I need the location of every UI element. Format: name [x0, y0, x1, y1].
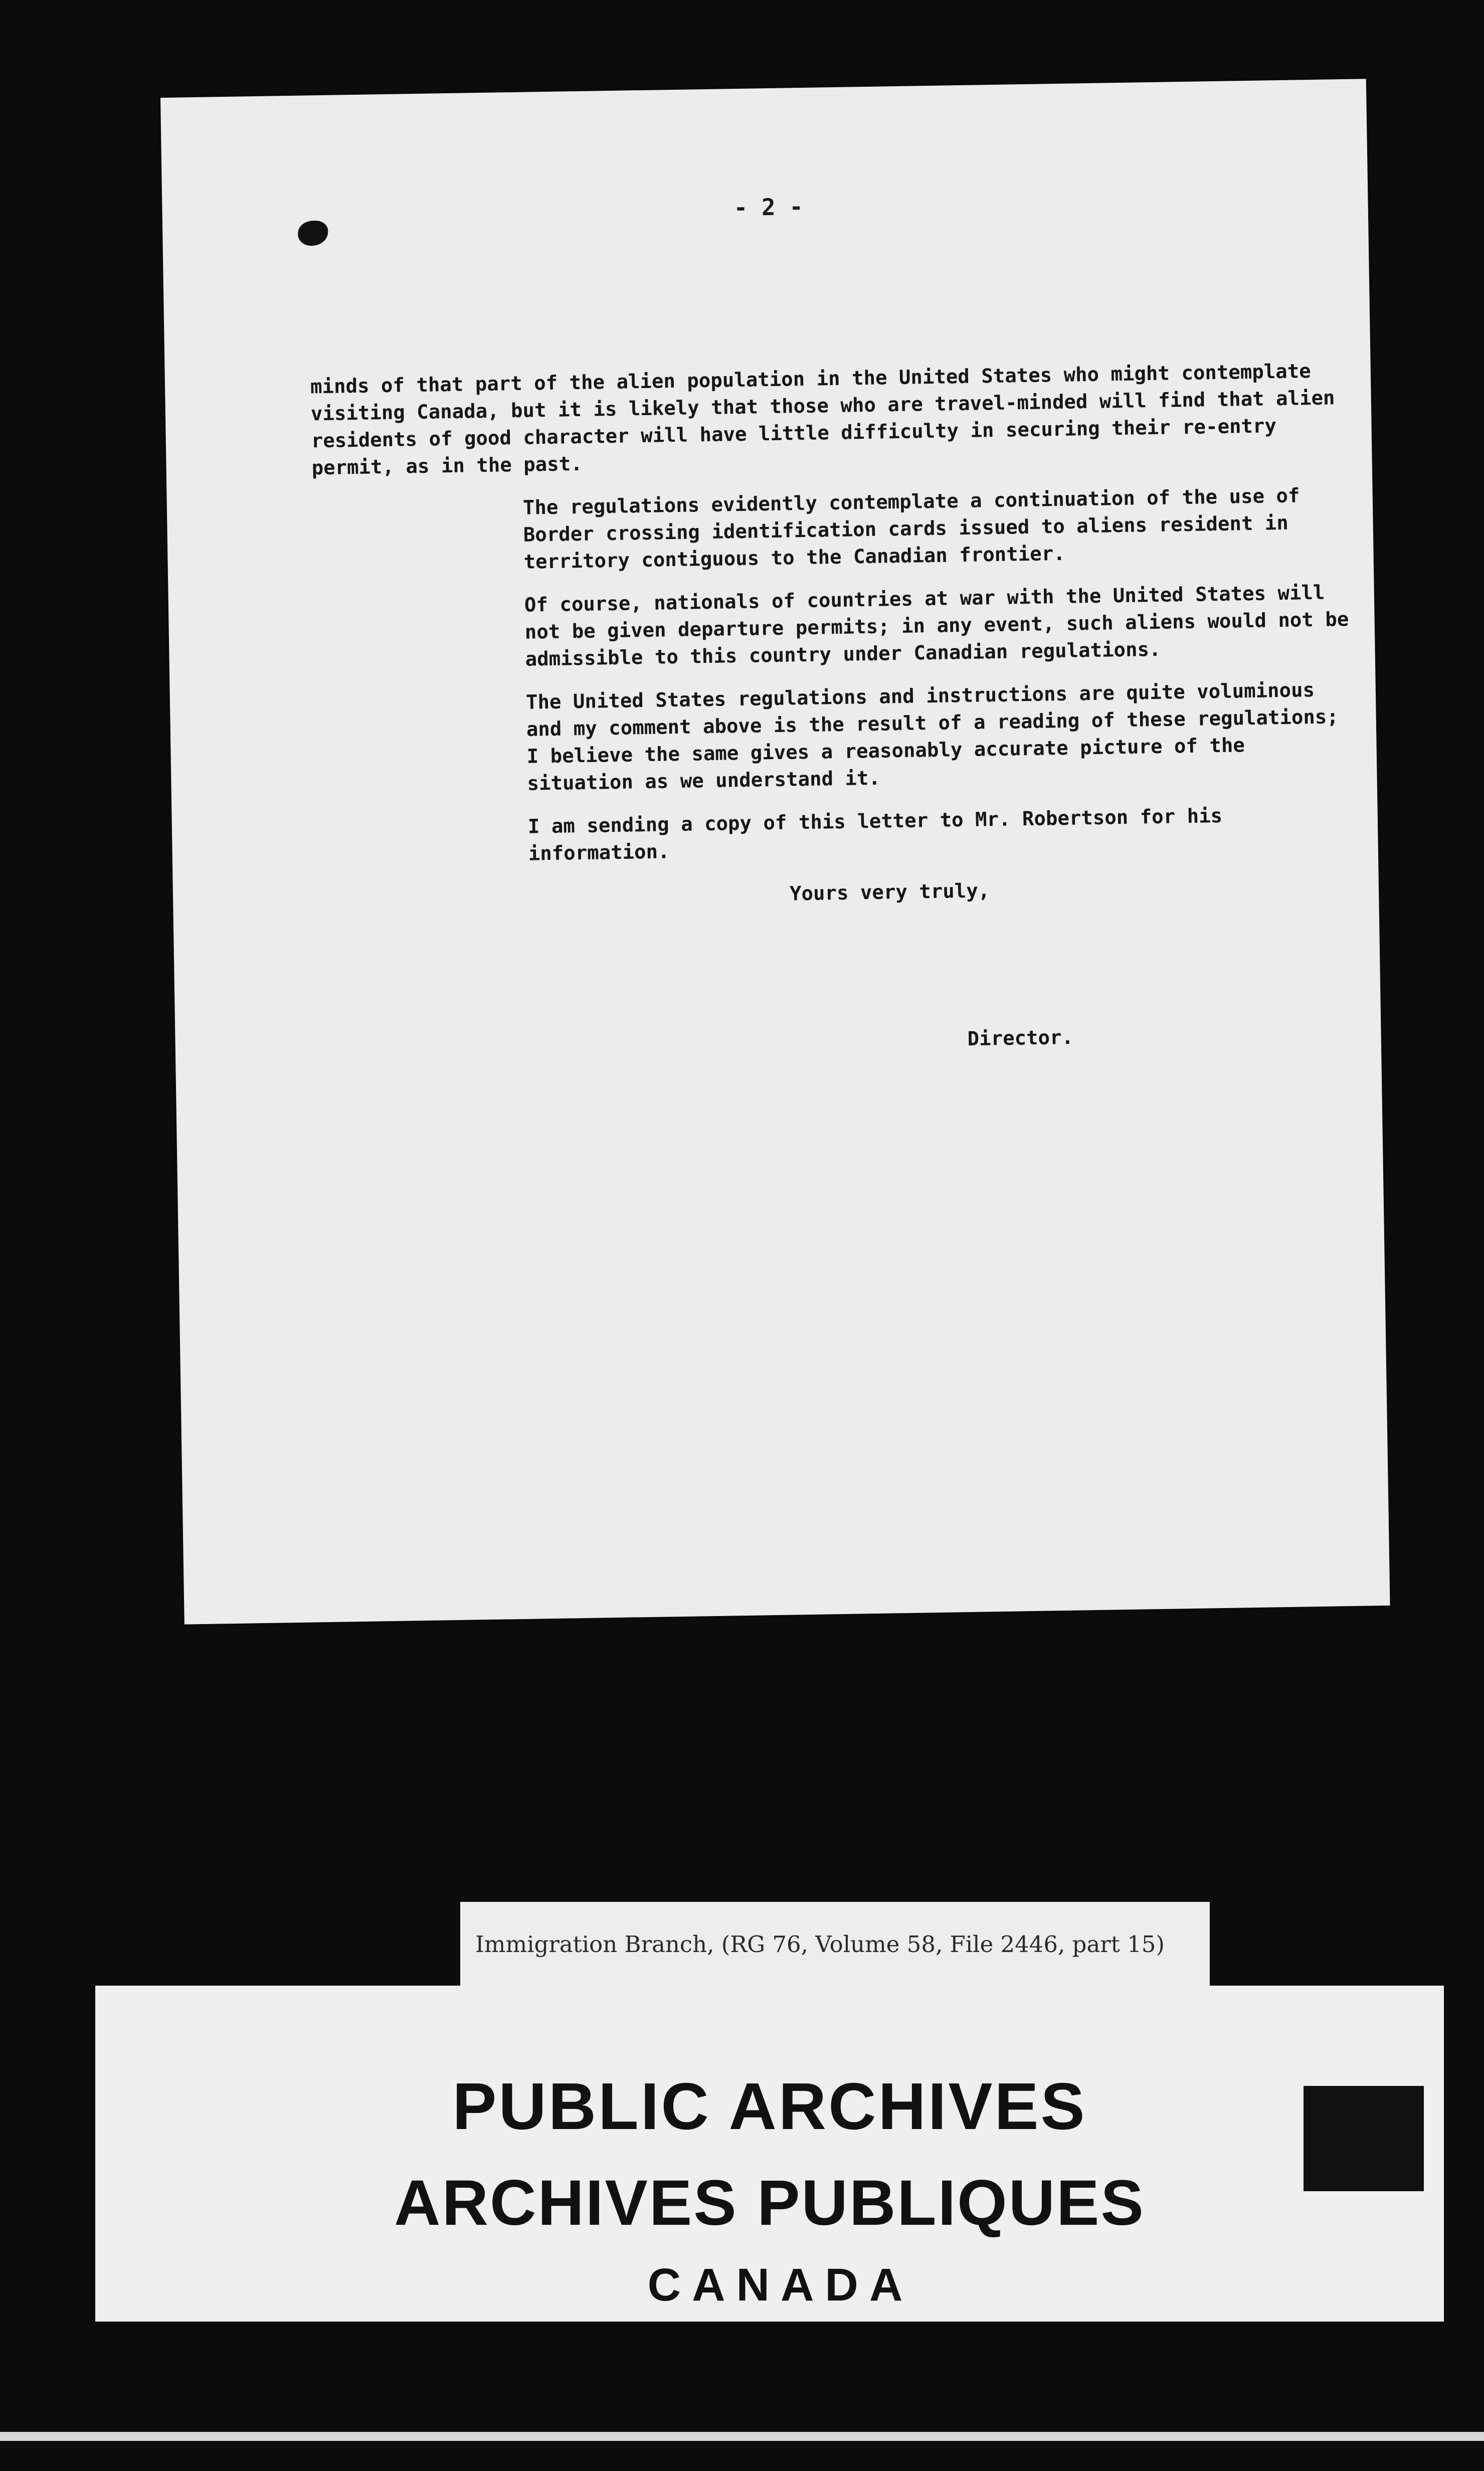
paragraph-2: The regulations evidently contemplate a continuation of the use of Border crossing identification cards issued to aliens resident in territory contiguous to the Canadian frontier. — [522, 484, 1300, 574]
letter-closing: Yours very truly, — [789, 879, 990, 906]
archive-stamp — [95, 1986, 1444, 2322]
letter-body — [310, 358, 1356, 887]
stamp-line-public-archives: PUBLIC ARCHIVES — [452, 2069, 1087, 2143]
page-number: - 2 - — [733, 193, 804, 222]
paragraph-1: minds of that part of the alien population in the United States who might contemplate visiting Canada, but it is likely that those who are travel-minded will find that alien residents of good character will have little difficulty in securing their re-entry permit, as in the past. — [310, 360, 1335, 480]
stamp-line-archives-publiques: ARCHIVES PUBLIQUES — [394, 2167, 1145, 2239]
punch-hole-mark — [298, 221, 328, 246]
reference-text: Immigration Branch, (RG 76, Volume 58, File 2446, part 15) — [475, 1931, 1165, 1958]
reference-slip — [460, 1902, 1210, 2000]
letter-page — [160, 79, 1390, 1624]
stamp-line-canada: CANADA — [647, 2259, 914, 2311]
signature-title: Director. — [967, 1026, 1074, 1050]
paragraph-5: I am sending a copy of this letter to Mr. Robertson for his information. — [527, 804, 1223, 865]
paragraph-4: The United States regulations and instructions are quite voluminous and my comment above is the result of a reading of these regulations; I believe the same gives a reasonably accurate picture of the situation as we understand it. — [525, 678, 1339, 795]
scan-edge-bar — [0, 2432, 1484, 2441]
paragraph-3: Of course, nationals of countries at war with the United States will not be given departure permits; in any event, such aliens would not be admissible to this country under Canadian regulations. — [524, 581, 1349, 671]
